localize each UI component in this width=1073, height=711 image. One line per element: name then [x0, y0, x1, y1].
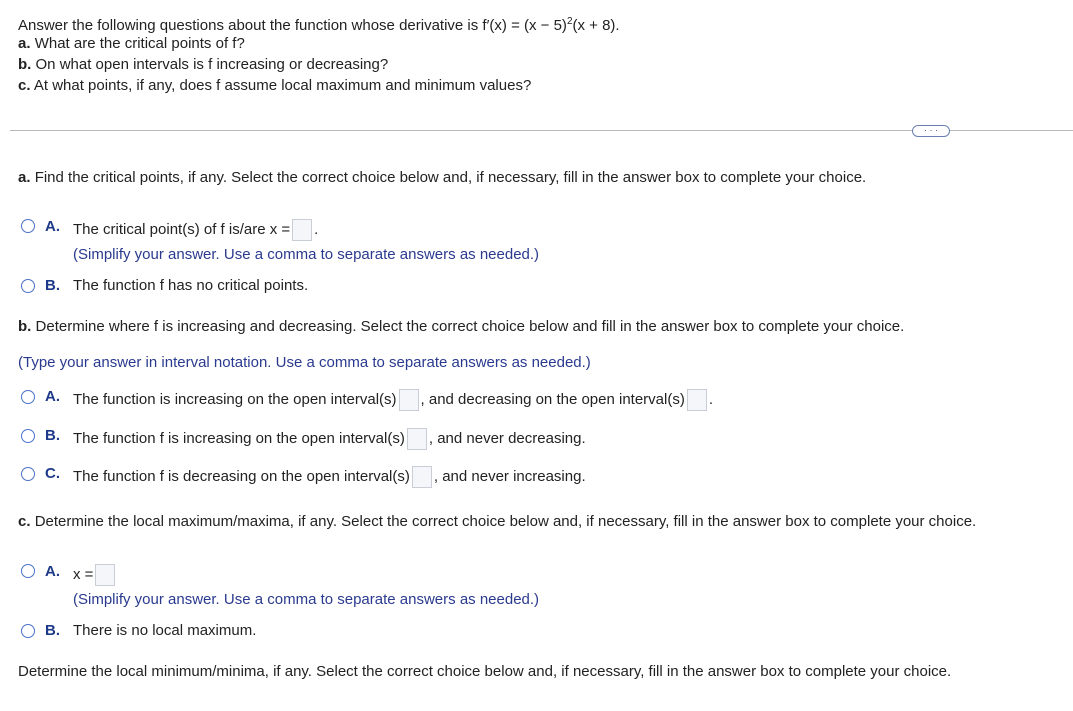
decreasing-only-box[interactable] — [412, 466, 432, 488]
part-c-hint: (Simplify your answer. Use a comma to separate answers as needed.) — [73, 591, 540, 608]
question-prompt — [18, 12, 620, 36]
part-a-choice-b: The function f has no critical points. — [73, 277, 309, 294]
part-a-instruction: a. Find the critical points, if any. Select the correct choice below and, if necessary, fill in the answer box to complete your choice. — [18, 169, 867, 186]
choice-letter: B. — [45, 427, 60, 444]
choice-letter: C. — [45, 465, 60, 482]
part-b-instruction: b. Determine where f is increasing and decreasing. Select the correct choice below and fill in the answer box to complete your choice. — [18, 318, 905, 335]
local-max-answer-box[interactable] — [95, 564, 115, 586]
part-b-choice-c: The function f is decreasing on the open interval(s) , and never increasing. — [73, 466, 586, 488]
choice-letter: B. — [45, 622, 60, 639]
part-a-hint: (Simplify your answer. Use a comma to separate answers as needed.) — [73, 246, 540, 263]
intro-item-c: c. At what points, if any, does f assume local maximum and minimum values? — [18, 77, 532, 94]
more-options-button[interactable]: · · · — [912, 125, 950, 137]
prompt-exponent: 2 — [566, 16, 573, 27]
part-b-choice-b: The function f is increasing on the open interval(s) , and never decreasing. — [73, 428, 586, 450]
part-c-instruction: c. Determine the local maximum/maxima, if any. Select the correct choice below and, if necessary, fill in the answer box to complete your choice. — [18, 513, 977, 530]
minima-instruction: Determine the local minimum/minima, if any. Select the correct choice below and, if necessary, fill in the answer box to complete your choice. — [18, 663, 952, 680]
part-a-choice-a-radio[interactable] — [21, 219, 35, 233]
part-a-choice-a: The critical point(s) of f is/are x = . — [73, 219, 318, 241]
part-b-choice-a: The function is increasing on the open interval(s) , and decreasing on the open interval(s) . — [73, 389, 713, 411]
part-c-choice-a: x = — [73, 564, 117, 586]
part-c-choice-a-radio[interactable] — [21, 564, 35, 578]
part-c-choice-b: There is no local maximum. — [73, 622, 257, 639]
intro-item-a: a. What are the critical points of f? — [18, 35, 245, 52]
choice-letter: B. — [45, 277, 60, 294]
part-a-choice-b-radio[interactable] — [21, 279, 35, 293]
choice-letter: A. — [45, 563, 60, 580]
increasing-interval-box[interactable] — [399, 389, 419, 411]
part-c-choice-b-radio[interactable] — [21, 624, 35, 638]
increasing-only-box[interactable] — [407, 428, 427, 450]
part-b-hint: (Type your answer in interval notation. Use a comma to separate answers as needed.) — [18, 354, 591, 371]
part-b-choice-c-radio[interactable] — [21, 467, 35, 481]
prompt-text: Answer the following questions about the function whose derivative is f′(x) = (x − 5) — [18, 17, 567, 34]
part-a-answer-box[interactable] — [292, 219, 312, 241]
choice-letter: A. — [45, 218, 60, 235]
part-b-choice-b-radio[interactable] — [21, 429, 35, 443]
intro-item-b: b. On what open intervals is f increasing or decreasing? — [18, 56, 389, 73]
part-b-choice-a-radio[interactable] — [21, 390, 35, 404]
decreasing-interval-box[interactable] — [687, 389, 707, 411]
prompt-text-end: (x + 8). — [572, 17, 620, 34]
choice-letter: A. — [45, 388, 60, 405]
